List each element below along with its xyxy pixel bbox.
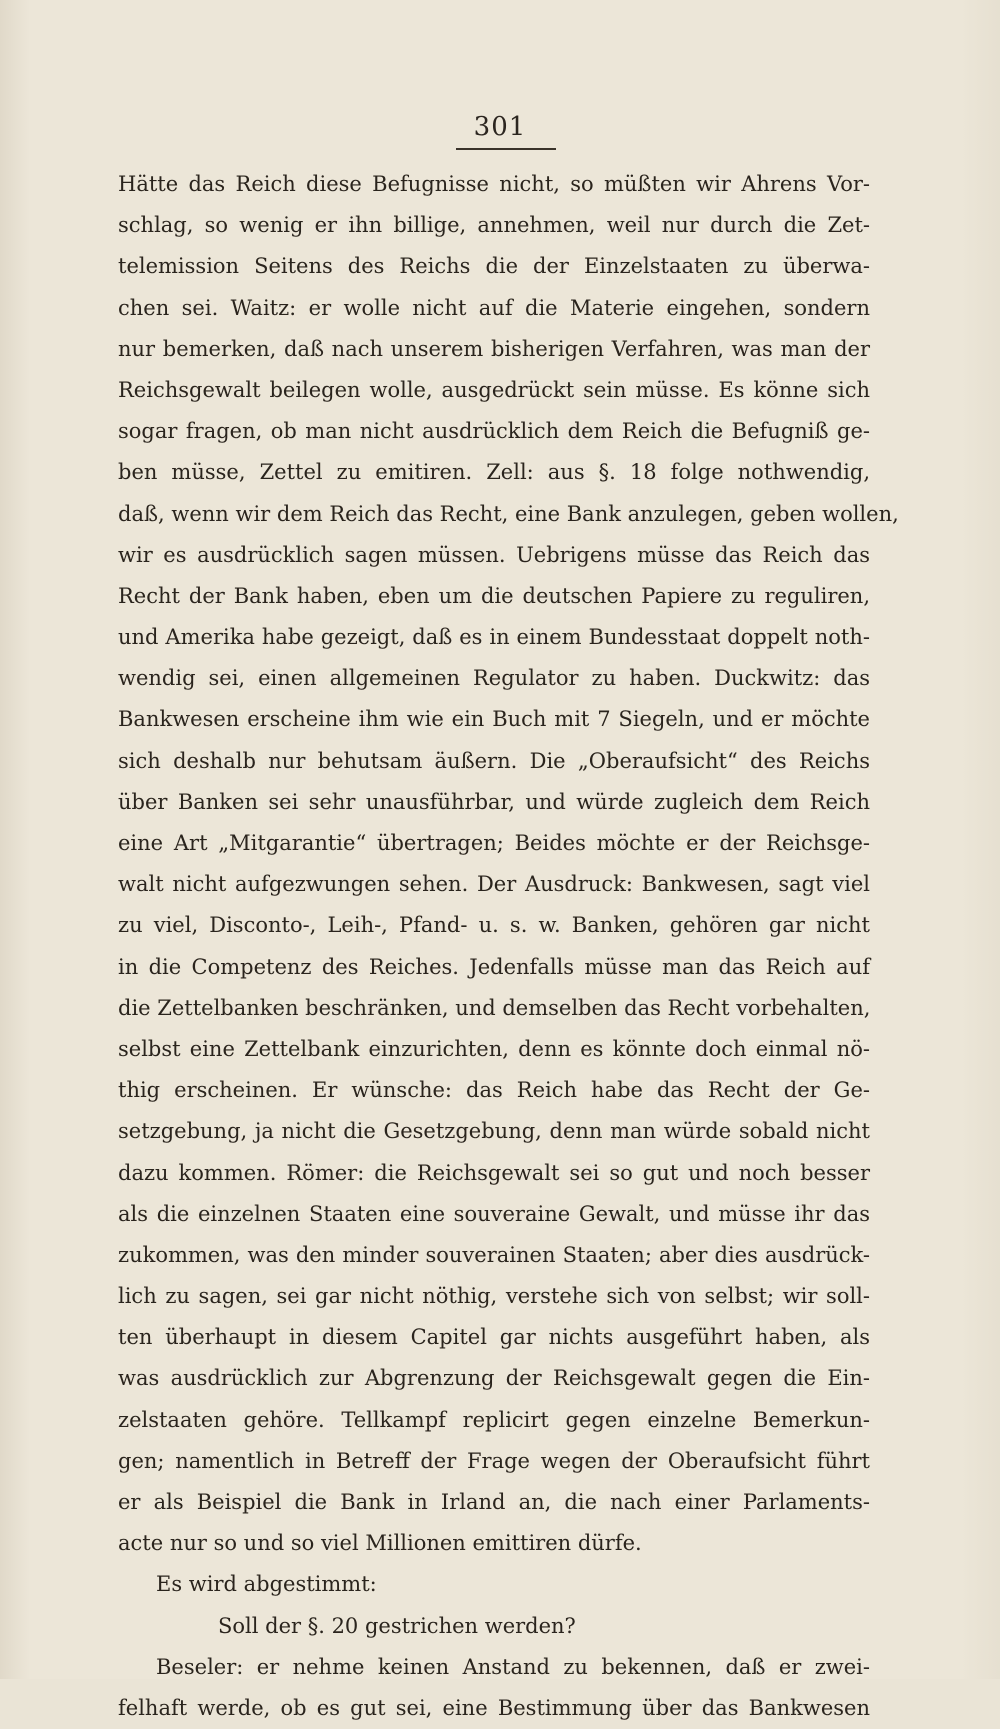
text-line: über Banken sei sehr unausführbar, und würde zugleich dem Reich: [118, 789, 870, 814]
text-line-paragraph-start: Beseler: er nehme keinen Anstand zu bekennen, daß er zwei-: [156, 1654, 870, 1679]
text-line: thig erscheinen. Er wünsche: das Reich habe das Recht der Ge-: [118, 1078, 870, 1103]
text-line: ten überhaupt in diesem Capitel gar nichts ausgeführt haben, als: [118, 1325, 870, 1350]
text-line: sich deshalb nur behutsam äußern. Die „Oberaufsicht“ des Reichs: [118, 748, 870, 773]
text-line: walt nicht aufgezwungen sehen. Der Ausdruck: Bankwesen, sagt viel: [118, 872, 870, 897]
text-line-paragraph-end: acte nur so und so viel Millionen emittiren dürfe.: [118, 1531, 642, 1556]
text-line: daß, wenn wir dem Reich das Recht, eine Bank anzulegen, geben wollen,: [118, 501, 899, 526]
text-line: wendig sei, einen allgemeinen Regulator zu haben. Duckwitz: das: [118, 666, 870, 691]
text-line: als die einzelnen Staaten eine souveraine Gewalt, und müsse ihr das: [118, 1201, 870, 1226]
text-line: schlag, so wenig er ihn billige, annehmen, weil nur durch die Zet-: [118, 213, 870, 238]
text-line: in die Competenz des Reiches. Jedenfalls müsse man das Reich auf: [118, 954, 870, 979]
text-line: gen; namentlich in Betreff der Frage wegen der Oberaufsicht führt: [118, 1448, 870, 1473]
text-line: zu viel, Disconto-, Leih-, Pfand- u. s. w. Banken, gehören gar nicht: [118, 913, 870, 938]
text-line: wir es ausdrücklich sagen müssen. Uebrigens müsse das Reich das: [118, 542, 870, 567]
text-line: er als Beispiel die Bank in Irland an, die nach einer Parlaments-: [118, 1490, 870, 1514]
text-line: chen sei. Waitz: er wolle nicht auf die Materie eingehen, sondern: [118, 295, 870, 320]
page-number: 301: [473, 112, 527, 142]
text-line: ben müsse, Zettel zu emitiren. Zell: aus §. 18 folge nothwendig,: [118, 460, 870, 485]
text-line: dazu kommen. Römer: die Reichsgewalt sei so gut und noch besser: [118, 1160, 870, 1185]
text-line: zelstaaten gehöre. Tellkampf replicirt gegen einzelne Bemerkun-: [118, 1407, 870, 1432]
text-line: was ausdrücklich zur Abgrenzung der Reichsgewalt gegen die Ein-: [118, 1366, 870, 1391]
text-line: Hätte das Reich diese Befugnisse nicht, so müßten wir Ahrens Vor-: [118, 172, 870, 196]
text-line: und Amerika habe gezeigt, daß es in einem Bundesstaat doppelt noth-: [118, 625, 870, 650]
text-line: setzgebung, ja nicht die Gesetzgebung, denn man würde sobald nicht: [118, 1119, 870, 1144]
text-line: die Zettelbanken beschränken, und demselben das Recht vorbehalten,: [118, 995, 871, 1020]
body-text: [118, 164, 899, 1729]
text-line: selbst eine Zettelbank einzurichten, denn es könnte doch einmal nö-: [118, 1036, 870, 1061]
text-line: zukommen, was den minder souverainen Staaten; aber dies ausdrück-: [118, 1242, 870, 1267]
header-rule: [456, 148, 556, 150]
text-line: telemission Seitens des Reichs die der Einzelstaaten zu überwa-: [118, 254, 870, 279]
text-line: sogar fragen, ob man nicht ausdrücklich dem Reich die Befugniß ge-: [118, 419, 870, 444]
text-line: eine Art „Mitgarantie“ übertragen; Beides möchte er der Reichsge-: [118, 831, 870, 855]
text-line-vote-question: Soll der §. 20 gestrichen werden?: [218, 1613, 576, 1638]
text-line: Reichsgewalt beilegen wolle, ausgedrückt sein müsse. Es könne sich: [118, 377, 870, 402]
text-line: Recht der Bank haben, eben um die deutschen Papiere zu reguliren,: [118, 583, 870, 608]
text-line: Bankwesen erscheine ihm wie ein Buch mit 7 Siegeln, und er möchte: [118, 707, 870, 732]
text-line-vote-intro: Es wird abgestimmt:: [156, 1572, 377, 1597]
text-line: felhaft werde, ob es gut sei, eine Bestimmung über das Bankwesen: [118, 1695, 870, 1720]
text-line: lich zu sagen, sei gar nicht nöthig, verstehe sich von selbst; wir soll-: [118, 1284, 870, 1309]
text-line: nur bemerken, daß nach unserem bisherigen Verfahren, was man der: [118, 336, 870, 361]
